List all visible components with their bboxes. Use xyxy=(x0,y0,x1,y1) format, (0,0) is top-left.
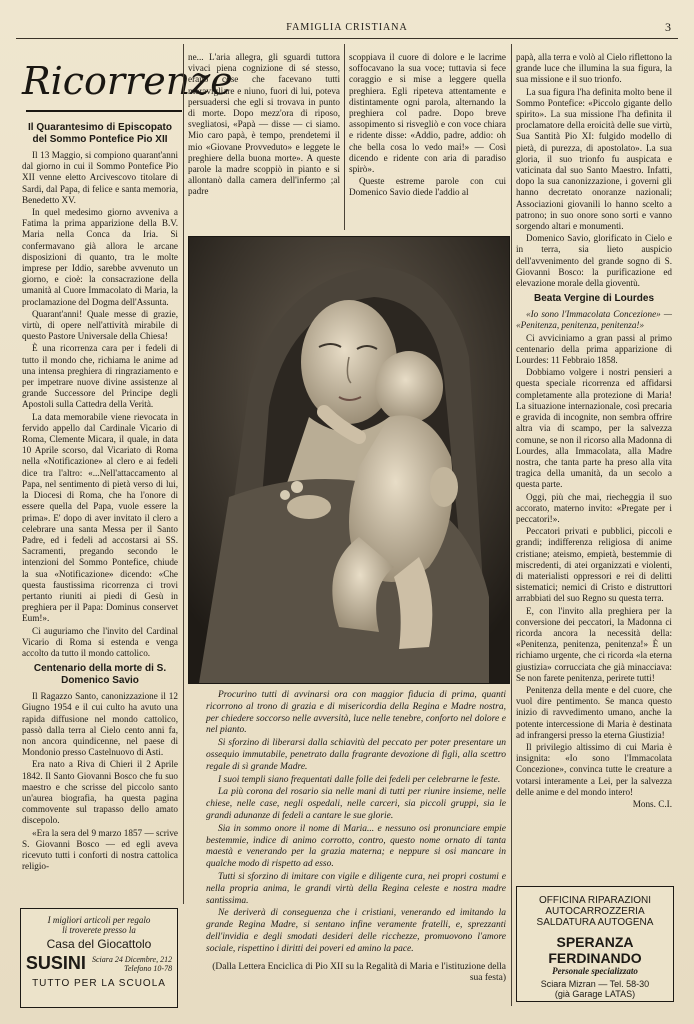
ad-text: (già Garage LATAS) xyxy=(554,989,636,999)
article-column-1 xyxy=(22,118,178,904)
page-number: 3 xyxy=(665,20,672,34)
ad-text: AUTOCARROZZERIA xyxy=(545,906,645,917)
paragraph: Peccatori privati e pubblici, piccoli e grandi; indifferenza religiosa di anime cristiane; ateismo, empietà, bestemmie di miscredenti, di atei organizzati e violenti, di materialisti oppressori e rei di delitti sistematici; nemici di Cristo e distruttori arrabbiati del suo Regno su questa terra. xyxy=(516,526,672,604)
article-column-3 xyxy=(349,52,506,230)
column-divider xyxy=(344,44,345,230)
paragraph: Queste estreme parole con cui Domenico Savio diede l'addio al xyxy=(349,176,506,198)
ad-address: Sciara 24 Dicembre, 212 xyxy=(91,954,173,964)
ad-text: OFFICINA RIPARAZIONI xyxy=(538,895,652,906)
ad-text: SALDATURA AUTOGENA xyxy=(536,917,654,928)
ad-text: I migliori articoli per regalo xyxy=(47,915,151,925)
paragraph: ne... L'aria allegra, gli sguardi tuttora vivaci piena cognizione di sé stesso, erano cose che facevano tutti meravigliare e niuno, fuori di lui, poteva persuadersi che egli si trovava in punto di morte. Dopo mezz'ora di riposo, svegliatosi, «Papà — disse — ci siamo. Mio caro papà, è tempo, prendetemi il mio «Giovane Provveduto» e leggete le preghiere della buona morte». A queste parole la madre scoppiò in pianto e si allontanò dalla camera dell'infermo ;al padre xyxy=(188,52,340,197)
quote-paragraph: Si sforzino di liberarsi dalla schiavitù del peccato per poter presentare un ossequio immutabile, penetrato dalla fragrante devozione di figli, alla scettro regale di sì grande Madre. xyxy=(206,738,506,772)
ad-address: Sciara Mizran — Tel. 58-30 xyxy=(540,979,650,989)
paragraph: Il 13 Maggio, si compiono quarant'anni dal giorno in cui il Sommo Pontefice Pio XII venne eletto Arcivescovo titolare di Sardi, dal Papa, di felice e santa memoria, Benedetto XV. xyxy=(22,150,178,205)
paragraph: Era nato a Riva di Chieri il 2 Aprile 1842. Il Santo Giovanni Bosco che fu suo maestro e che scrisse del piccolo santo un'aurea biografia, ha questa pagina commovente sul trapasso dello amato discepolo. xyxy=(22,759,178,826)
paragraph: «Io sono l'Immacolata Concezione» — «Penitenza, penitenza, penitenza!» xyxy=(516,309,672,331)
ad-shop-name: Casa del Giocattolo xyxy=(46,937,152,951)
paragraph: In quel medesimo giorno avveniva a Fatima la prima apparizione della B.V. Maria nella Conca da Iria. Si confermavano già allora le arcane disposizioni di quanto, tra le molte imprese per Iddio, sarebbe avvenuto un giorno, e cioè: la consacrazione della umanità al Cuore Immacolato di Maria, la proclamazione del Dogma dell'Assunta. xyxy=(22,207,178,307)
paragraph: Ci auguriamo che l'invito del Cardinal Vicario di Roma si estenda e venga accolto da tutto il mondo cattolico. xyxy=(22,625,178,658)
paragraph: Il Ragazzo Santo, canonizzazione il 12 Giugno 1954 e il cui culto ha avuto una rapida diffusione nel mondo cattolico, passò dalla terra al Cielo cento anni fa, non ancora quindicenne, nel paese di Mondonio presso Castelnuovo di Asti. xyxy=(22,691,178,758)
quote-paragraph: Tutti si sforzino di imitare con vigile e diligente cura, nei propri costumi e nella propria anima, le grandi virtù della Regina celeste e nostra madre santissima. xyxy=(206,871,506,906)
paragraph: È una ricorrenza cara per i fedeli di tutto il mondo che, richiama le anime ad una intensa preghiera di ringraziamento e per impetrare nuove divine assistenze al grande Successore del Principe degli Apostoli sulla Cattedra della Verità. xyxy=(22,343,178,410)
column-divider xyxy=(183,44,184,904)
column-divider xyxy=(511,44,512,1006)
quote-paragraph: I suoi templi siano frequentati dalle folle dei fedeli per celebrarne le feste. xyxy=(218,774,501,785)
ad-phone: Telefono 10-78 xyxy=(124,963,173,973)
header-rule xyxy=(16,38,678,39)
paragraph: Quarant'anni! Quale messe di grazie, virtù, di opere nell'attività mirabile di questo Pastore Universale della Chiesa! xyxy=(22,308,178,342)
quote-paragraph: Sia in sommo onore il nome di Maria... e nessuno osi pronunciare empie bestemmie, indice di animo corrotto, contro, questo nome ornato di tanta maestà e venerando per la grazia materna; e neppure si osi mancare in qualche modo di rispetto ad esso. xyxy=(206,823,506,870)
paragraph: Il privilegio altissimo di cui Maria è insignita: «Io sono l'Immacolata Concezione», convinca tutte le creature a votarsi interamente a Lei, per la salvezza delle anime e del mondo intero! xyxy=(516,741,672,797)
paragraph: Dobbiamo volgere i nostri pensieri a questa speciale ricorrenza ed affidarsi completamente alla protezione di Maria! La situazione internazionale, così precaria e gravida di incognite, non sembra offrire altra via di scampo, per la salvezza comune, se non il ricorso alla Madonna di Lourdes, alla Immacolata, alla Madre nostra, che tanta parte ha preso alla vita tragica della umanità, da un secolo a questa parte. xyxy=(516,367,672,490)
paragraph: La sua figura l'ha definita molto bene il Sommo Pontefice: «Piccolo gigante dello spirito». La sua missione l'ha definita il proclamatore della eroicità delle sue virtù, Sua Santità Pio XI: fulgido modello di pietà, di purezza, di apostolato». La sua gloria, il suo trionfo fu auspicata e vaticinata dal suo Santo Maestro. Infatti, dopo la sua canonizzazione, i governi gli hanno decretato onoranze nazionali; Associazioni giovanili lo hanno scelto a patrono; in suo onore sono sorti e vanno sorgendo altari e monumenti. xyxy=(516,86,672,232)
paragraph: papà, alla terra e volò al Cielo riflettono la grande luce che illumina la sua figura, la sua missione e il suo trionfo. xyxy=(516,52,672,85)
article-heading-lourdes: Beata Vergine di Lourdes xyxy=(533,293,655,305)
paragraph: Ci avviciniamo a gran passi al primo centenario della prima apparizione di Lourdes: 11 Febbraio 1858. xyxy=(516,332,672,366)
quote-paragraph: Procurino tutti di avvinarsi ora con maggior fiducia di prima, quanti ricorrono al trono di grazia e di misericordia della Regina e Madre nostra, per chiedere soccorso nelle avversità, luce nelle tenebre, conforto nel dolore e nel pianto. xyxy=(206,690,506,736)
ad-text: li troverete presso la xyxy=(62,925,136,935)
madonna-and-child-image xyxy=(188,236,510,684)
page-header xyxy=(0,22,694,38)
madonna-and-child-illustration xyxy=(189,237,509,683)
quote-paragraph: Ne deriverà di conseguenza che i cristiani, venerando ed imitando la grande Regina Madre, si sentano infine veramente fratelli, e, sprezzanti dell'invidia e degli smodati desideri delle ricchezze, promuovono l'amore sociale, rispettino i diritti dei poveri ed amino la pace. xyxy=(206,908,506,954)
article-column-4 xyxy=(516,52,672,880)
ad-brand-row xyxy=(21,953,177,974)
paragraph: Penitenza della mente e del cuore, che vuol dire pentimento. Se manca questo inizio di ravvedimento umano, anche la potente intercessione di Maria è destinata ad infrangersi presso la eterna Giustizia! xyxy=(516,684,672,740)
paragraph: La data memorabile viene rievocata in fervido appello dal Cardinale Vicario di Roma, Clemente Micara, il quale, in data 10 Aprile scorso, dal Vicariato di Roma nella «Notificazione» al clero e ai fedeli dice tra l'altro: «...Nell'attaccamento al Papa, nel sentimento di pietà verso di lui, la Diocesi di Roma, che ha l'onore di essere quella del Papa, vuole essere la prima». E' dopo di aver invitato il clero a celebrare una santa Messa per il Santo Padre, ed i fedeli ad accostarsi ai SS. Sacramenti, pregando secondo le intenzioni del Sommo Pontefice, chiude la sua «Notificazione» dicendo: «Che questa faustissima ricorrenza ci trovi pertanto riuniti ai piedi di Gesù in preghiera per il Papa: Dominus conservet Eum!». xyxy=(22,411,178,624)
article-heading-pio-xii: Il Quarantesimo di Episcopato del Sommo Pontefice Pio XII xyxy=(28,122,172,145)
paragraph: Oggi, più che mai, riecheggia il suo accorato, materno invito: «Pregate per i peccatori!». xyxy=(516,491,672,524)
encyclical-quote xyxy=(206,690,506,985)
quote-source: (Dalla Lettera Enciclica di Pio XII su la Regalità di Maria e l'istituzione della sua festa) xyxy=(212,961,506,984)
quote-paragraph: La più corona del rosario sia nelle mani di tutti per riunire insieme, nelle chiese, nelle case, negli ospedali, nelle carceri, sia piccoli gruppi, sia le grandi adunanze di fedeli a cantare le sue glorie. xyxy=(206,787,506,821)
article-column-2 xyxy=(188,52,340,230)
section-masthead: Ricorrenze xyxy=(22,48,182,114)
ad-owner-name: SPERANZA FERDINANDO xyxy=(548,934,642,966)
paragraph: «Era la sera del 9 marzo 1857 — scrive S. Giovanni Bosco — ed egli aveva ricevuto tutti i conforti di nostra cattolica religio- xyxy=(22,827,178,872)
publication-title: FAMIGLIA CRISTIANA xyxy=(286,22,408,33)
ad-text: Personale specializzato xyxy=(552,966,638,976)
paragraph: E, con l'invito alla preghiera per la conversione dei peccatori, la Madonna ci ricorda ancora la necessità della: «Penitenza, penitenza, penitenza!» È un richiamo urgente, che ci ricorda «la eterna giustizia» corrucciata che già minacciava: Se non farete penitenza, perirete tutti! xyxy=(516,605,672,683)
workshop-advertisement xyxy=(516,886,674,1002)
ad-tagline: TUTTO PER LA SCUOLA xyxy=(32,978,166,989)
ad-brand: SUSINI xyxy=(25,953,86,973)
toy-shop-advertisement xyxy=(20,908,178,1008)
paragraph: Domenico Savio, glorificato in Cielo e in terra, sia lieto auspicio dell'avvenimento del grande sogno di S. Giovanni Bosco: la purificazione ed elevazione morale della gioventù. xyxy=(516,233,672,289)
article-heading-savio: Centenario della morte di S. Domenico Savio xyxy=(33,663,167,687)
author-signature: Mons. C.I. xyxy=(632,799,672,809)
paragraph: scoppiava il cuore di dolore e le lacrime soffocavano la sua voce; tuttavia si fece coraggio e si mise a leggere quella preghiera. Egli ripeteva attentamente e distintamente ogni parola, alternando la preghiera col padre. Dopo breve assopimento si risvegliò e con voce chiara e ridente disse: «Addio, padre, addio: oh che bella cosa lo vedo mai!» — Così dicendo e ridente con aria di paradiso spirò». xyxy=(349,52,506,175)
